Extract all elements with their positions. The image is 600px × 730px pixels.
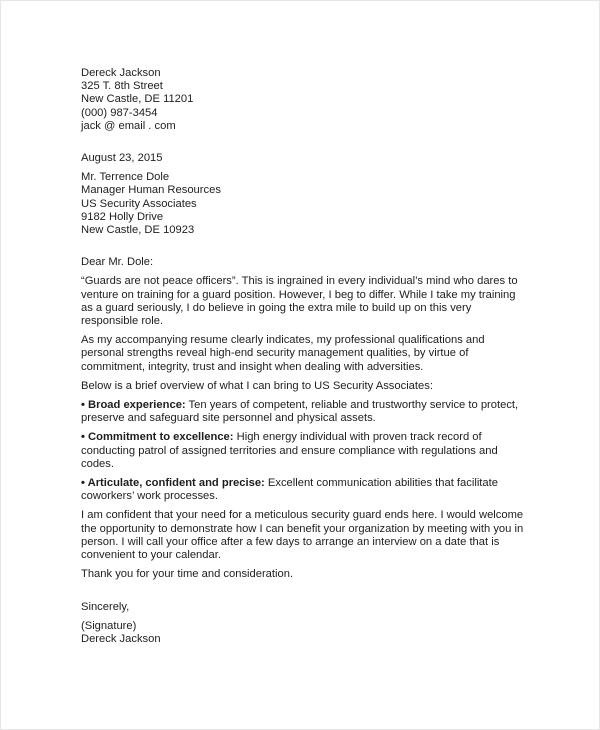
paragraph-overview-intro bbox=[81, 380, 536, 393]
paragraph-line: Below is a brief overview of what I can bring to US Security Associates: bbox=[81, 379, 433, 392]
recipient-company: US Security Associates bbox=[81, 197, 197, 210]
paragraph-line: “Guards are not peace officers”. This is ingrained in every individual’s mind who dares to bbox=[81, 275, 518, 288]
bullet-label: • Articulate, confident and precise: bbox=[81, 477, 265, 490]
paragraph-line: person. I will call your office after a few days to arrange an interview on a date that is bbox=[81, 535, 500, 548]
paragraph-line: venture on training for a guard position. However, I beg to differ. While I take my training bbox=[81, 288, 516, 301]
sender-address-block bbox=[81, 67, 536, 133]
paragraph-line: personal strengths reveal high-end security management qualities, by virtue of bbox=[81, 347, 469, 360]
recipient-city: New Castle, DE 10923 bbox=[81, 224, 195, 237]
bullet-articulate bbox=[81, 477, 536, 503]
bullet-first-line bbox=[81, 399, 536, 412]
bullet-label: • Commitment to excellence: bbox=[81, 431, 234, 444]
sender-email: jack @ email . com bbox=[81, 119, 176, 132]
bullet-line: preserve and safeguard site personnel and physical assets. bbox=[81, 412, 376, 425]
recipient-title: Manager Human Resources bbox=[81, 184, 221, 197]
bullet-first-line bbox=[81, 477, 536, 490]
paragraph-call-to-action bbox=[81, 509, 536, 562]
recipient-street: 9182 Holly Drive bbox=[81, 210, 164, 223]
paragraph-line: as a guard seriously, I do believe in going the extra mile to build up on this very bbox=[81, 301, 472, 314]
paragraph-line: convenient to your calendar. bbox=[81, 549, 221, 562]
paragraph-qualifications bbox=[81, 334, 536, 374]
paragraph-thanks bbox=[81, 568, 536, 581]
paragraph-line: responsible role. bbox=[81, 315, 164, 328]
paragraph-line: commitment, integrity, trust and insight when dealing with adversities. bbox=[81, 360, 424, 373]
bullet-first-line bbox=[81, 431, 536, 444]
bullet-line: codes. bbox=[81, 457, 114, 470]
signer-name: Dereck Jackson bbox=[81, 632, 161, 645]
bullet-text: Ten years of competent, reliable and trustworthy service to protect, bbox=[185, 399, 519, 412]
recipient-name: Mr. Terrence Dole bbox=[81, 171, 170, 184]
paragraph-intro bbox=[81, 275, 536, 328]
bullet-text: High energy individual with proven track record of bbox=[233, 431, 482, 444]
sender-name: Dereck Jackson bbox=[81, 67, 161, 79]
sender-street: 325 T. 8th Street bbox=[81, 80, 163, 93]
bullet-commitment-to-excellence bbox=[81, 431, 536, 471]
valediction: Sincerely, bbox=[81, 600, 130, 613]
letter-date: August 23, 2015 bbox=[81, 152, 163, 165]
sender-phone: (000) 987-3454 bbox=[81, 106, 158, 119]
salutation: Dear Mr. Dole: bbox=[81, 256, 154, 269]
cover-letter bbox=[81, 67, 536, 646]
recipient-address-block bbox=[81, 171, 536, 237]
bullet-label: • Broad experience: bbox=[81, 399, 186, 412]
paragraph-line: As my accompanying resume clearly indicates, my professional qualifications and bbox=[81, 334, 485, 347]
bullet-line: coworkers’ work processes. bbox=[81, 490, 218, 503]
paragraph-line: Thank you for your time and consideration. bbox=[81, 568, 294, 581]
bullet-broad-experience bbox=[81, 399, 536, 425]
paragraph-line: I am confident that your need for a meticulous security guard ends here. I would welcome bbox=[81, 509, 524, 522]
sender-city: New Castle, DE 11201 bbox=[81, 93, 194, 106]
signature-placeholder: (Signature) bbox=[81, 619, 137, 632]
bullet-text: Excellent communication abilities that facilitate bbox=[264, 477, 498, 490]
bullet-line: conducting patrol of assigned territories and ensure compliance with regulations and bbox=[81, 444, 498, 457]
paragraph-line: the opportunity to demonstrate how I can benefit your organization by meeting with you in bbox=[81, 522, 524, 535]
